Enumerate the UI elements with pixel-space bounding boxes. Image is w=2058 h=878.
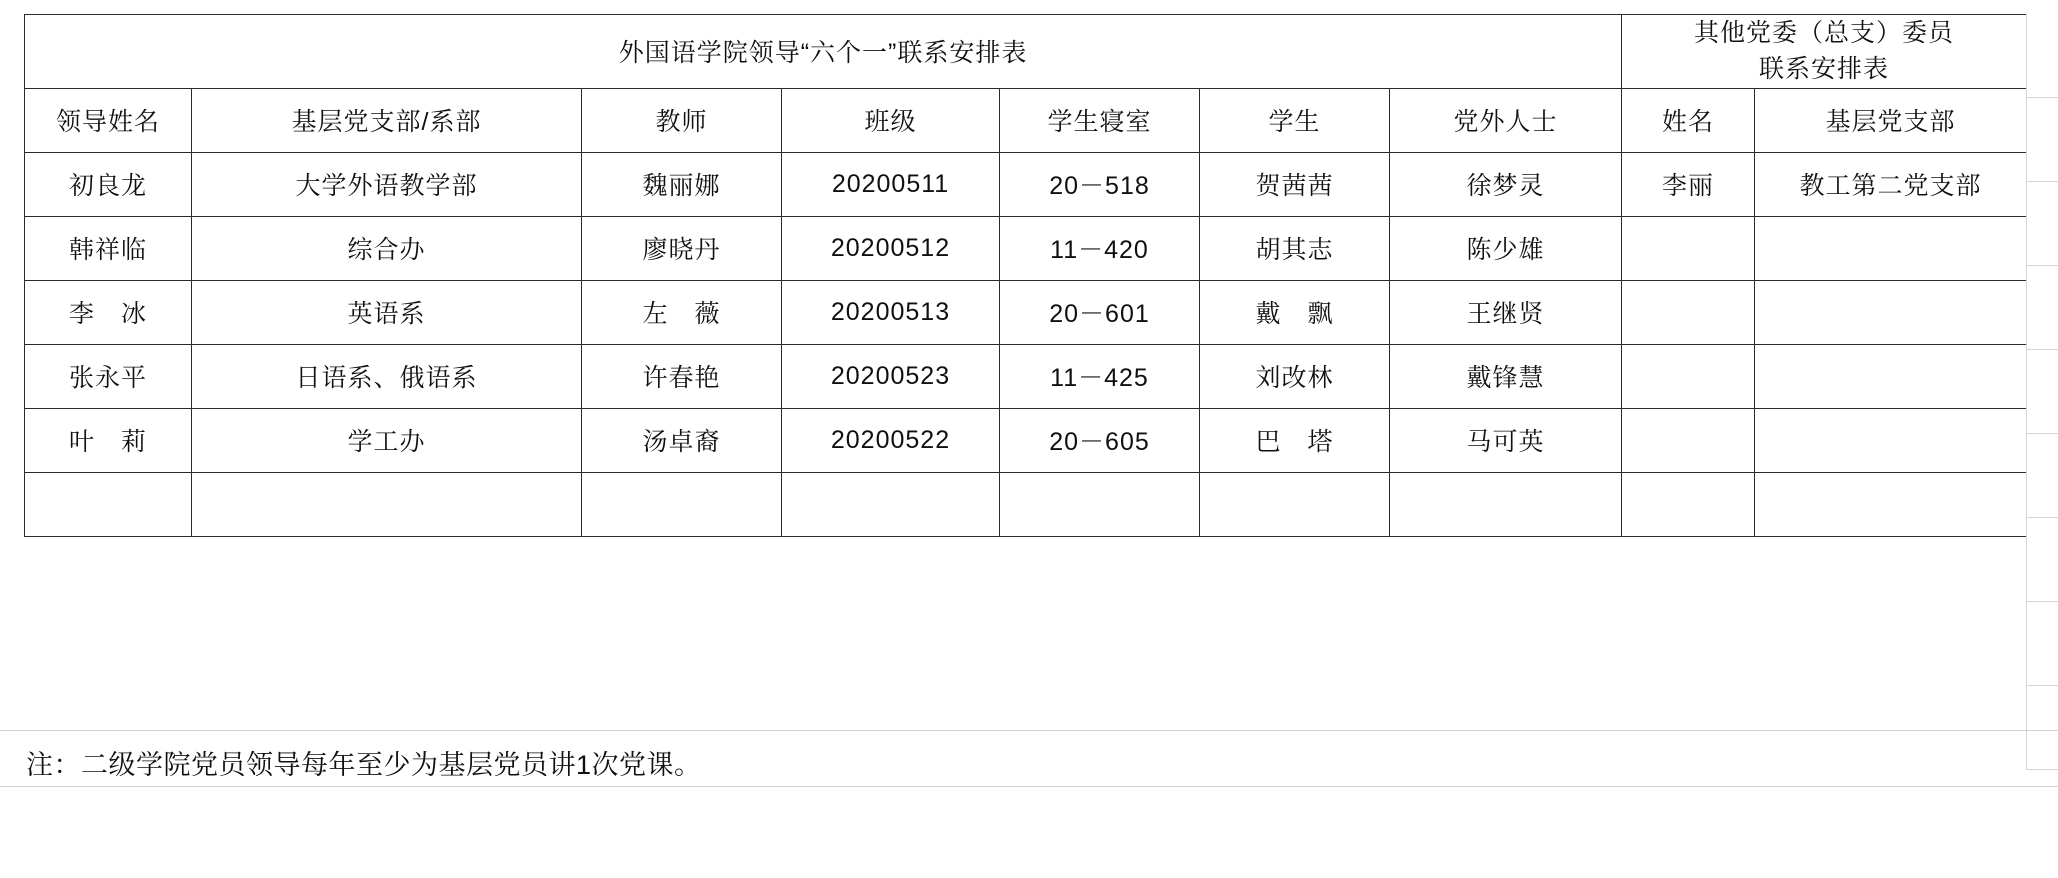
cell-class bbox=[782, 472, 1000, 536]
cell-class: 20200522 bbox=[782, 408, 1000, 472]
cell-leader-name: 李 冰 bbox=[25, 280, 192, 344]
column-header-class: 班级 bbox=[782, 88, 1000, 152]
cell-teacher bbox=[582, 472, 782, 536]
leadership-contact-table bbox=[24, 14, 2027, 537]
cell-class: 20200523 bbox=[782, 344, 1000, 408]
cell-leader-name: 初良龙 bbox=[25, 152, 192, 216]
cell-non-party: 王继贤 bbox=[1390, 280, 1622, 344]
cell-other-branch bbox=[1755, 472, 2027, 536]
table-header-row bbox=[25, 88, 2027, 152]
cell-teacher: 许春艳 bbox=[582, 344, 782, 408]
cell-student: 戴 飘 bbox=[1200, 280, 1390, 344]
cell-student bbox=[1200, 472, 1390, 536]
cell-non-party: 马可英 bbox=[1390, 408, 1622, 472]
cell-dorm: 20－601 bbox=[1000, 280, 1200, 344]
cell-dorm: 11－425 bbox=[1000, 344, 1200, 408]
cell-dorm: 20－605 bbox=[1000, 408, 1200, 472]
secondary-title bbox=[1622, 15, 2027, 89]
cell-branch: 英语系 bbox=[192, 280, 582, 344]
cell-class: 20200513 bbox=[782, 280, 1000, 344]
column-header-branch-department: 基层党支部/系部 bbox=[192, 88, 582, 152]
cell-other-name bbox=[1622, 216, 1755, 280]
sheet-gridline-bottom-1 bbox=[0, 730, 2058, 731]
cell-other-branch bbox=[1755, 408, 2027, 472]
cell-other-name bbox=[1622, 344, 1755, 408]
column-header-leader-name: 领导姓名 bbox=[25, 88, 192, 152]
cell-leader-name: 韩祥临 bbox=[25, 216, 192, 280]
table-row bbox=[25, 344, 2027, 408]
cell-non-party: 徐梦灵 bbox=[1390, 152, 1622, 216]
cell-student: 贺茜茜 bbox=[1200, 152, 1390, 216]
table-container bbox=[24, 14, 2044, 537]
secondary-title-line-1: 其他党委（总支）委员 bbox=[1694, 19, 1955, 47]
cell-leader-name bbox=[25, 472, 192, 536]
cell-other-branch bbox=[1755, 280, 2027, 344]
column-header-other-name: 姓名 bbox=[1622, 88, 1755, 152]
cell-student: 刘改林 bbox=[1200, 344, 1390, 408]
cell-teacher: 廖晓丹 bbox=[582, 216, 782, 280]
sheet-gridline-bottom-2 bbox=[0, 786, 2058, 787]
cell-student: 胡其志 bbox=[1200, 216, 1390, 280]
column-header-student: 学生 bbox=[1200, 88, 1390, 152]
cell-branch: 大学外语教学部 bbox=[192, 152, 582, 216]
cell-branch: 日语系、俄语系 bbox=[192, 344, 582, 408]
column-header-dorm: 学生寝室 bbox=[1000, 88, 1200, 152]
table-row bbox=[25, 152, 2027, 216]
cell-dorm: 20－518 bbox=[1000, 152, 1200, 216]
cell-leader-name: 张永平 bbox=[25, 344, 192, 408]
cell-leader-name: 叶 莉 bbox=[25, 408, 192, 472]
cell-branch bbox=[192, 472, 582, 536]
table-title-row bbox=[25, 15, 2027, 89]
cell-class: 20200511 bbox=[782, 152, 1000, 216]
cell-other-branch: 教工第二党支部 bbox=[1755, 152, 2027, 216]
cell-other-name bbox=[1622, 472, 1755, 536]
cell-dorm bbox=[1000, 472, 1200, 536]
table-note: 注：二级学院党员领导每年至少为基层党员讲1次党课。 bbox=[26, 750, 702, 780]
cell-other-name bbox=[1622, 280, 1755, 344]
table-row bbox=[25, 280, 2027, 344]
cell-non-party: 陈少雄 bbox=[1390, 216, 1622, 280]
cell-class: 20200512 bbox=[782, 216, 1000, 280]
sheet-gridlines-right bbox=[2026, 14, 2058, 730]
cell-other-name: 李丽 bbox=[1622, 152, 1755, 216]
cell-other-name bbox=[1622, 408, 1755, 472]
table-row bbox=[25, 472, 2027, 536]
cell-dorm: 11－420 bbox=[1000, 216, 1200, 280]
cell-branch: 综合办 bbox=[192, 216, 582, 280]
cell-non-party bbox=[1390, 472, 1622, 536]
cell-teacher: 左 薇 bbox=[582, 280, 782, 344]
main-title: 外国语学院领导“六个一”联系安排表 bbox=[25, 15, 1622, 89]
cell-other-branch bbox=[1755, 344, 2027, 408]
column-header-non-party: 党外人士 bbox=[1390, 88, 1622, 152]
cell-student: 巴 塔 bbox=[1200, 408, 1390, 472]
cell-branch: 学工办 bbox=[192, 408, 582, 472]
cell-other-branch bbox=[1755, 216, 2027, 280]
secondary-title-line-2: 联系安排表 bbox=[1759, 55, 1890, 84]
column-header-other-branch: 基层党支部 bbox=[1755, 88, 2027, 152]
table-row bbox=[25, 408, 2027, 472]
cell-non-party: 戴锋慧 bbox=[1390, 344, 1622, 408]
table-row bbox=[25, 216, 2027, 280]
cell-teacher: 汤卓裔 bbox=[582, 408, 782, 472]
cell-teacher: 魏丽娜 bbox=[582, 152, 782, 216]
column-header-teacher: 教师 bbox=[582, 88, 782, 152]
